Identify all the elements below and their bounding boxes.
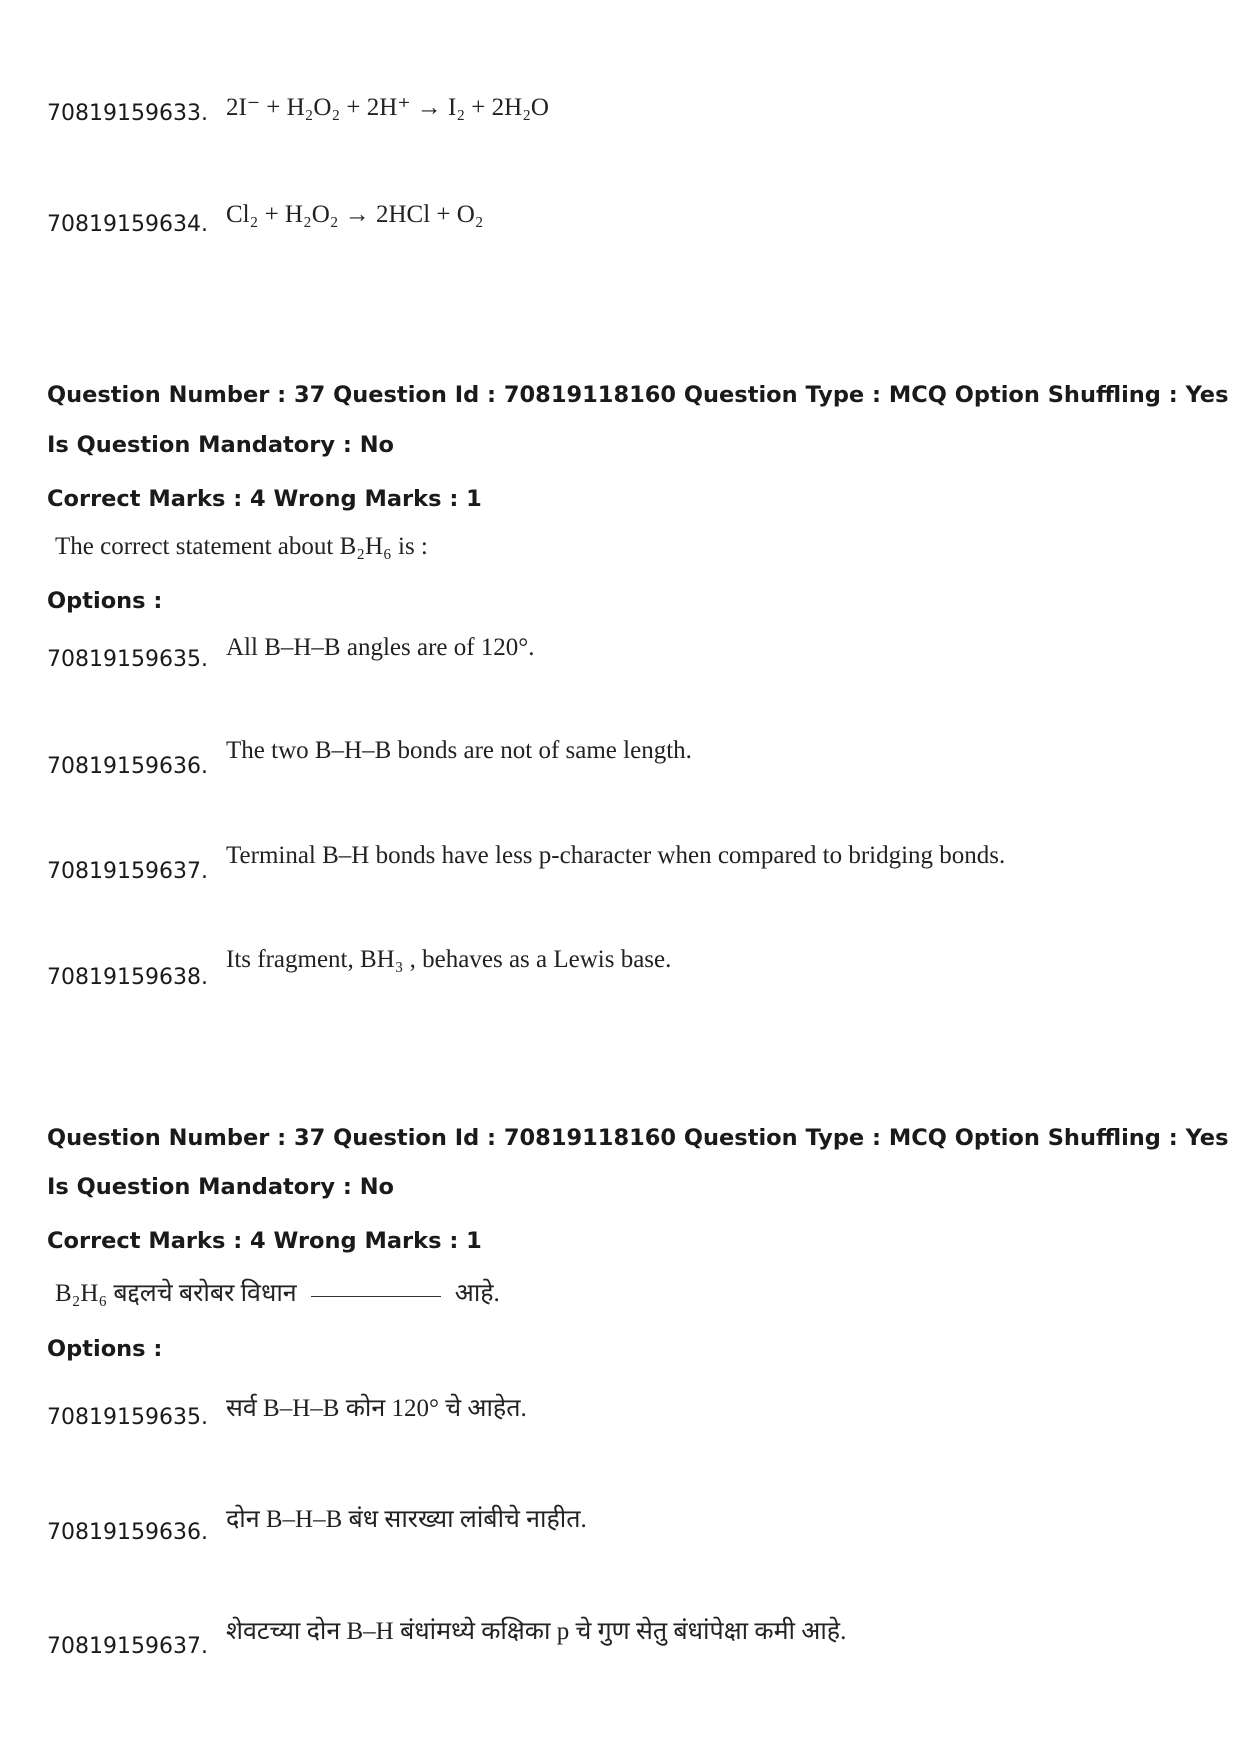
- option-text: दोन B–H–B बंध सारख्या लांबीचे नाहीत.: [226, 1506, 587, 1533]
- question-stem: The correct statement about B₂H₆ is :: [55, 533, 428, 560]
- question-marks-line: Correct Marks : 4 Wrong Marks : 1: [47, 1228, 482, 1254]
- options-label: Options :: [47, 588, 163, 614]
- option-row: [0, 1503, 1240, 1553]
- option-text: सर्व B–H–B कोन 120° चे आहेत.: [226, 1395, 527, 1422]
- option-row: [0, 630, 1240, 680]
- option-id: 70819159638.: [47, 965, 208, 990]
- option-id: 70819159636.: [47, 754, 208, 779]
- fill-in-blank: [311, 1296, 441, 1297]
- option-id: 70819159637.: [47, 859, 208, 884]
- option-text: The two B–H–B bonds are not of same length.: [226, 737, 692, 764]
- option-row: [0, 1617, 1240, 1667]
- option-text: Cl₂ + H₂O₂ → 2HCl + O₂: [226, 201, 484, 228]
- option-row: [0, 842, 1240, 892]
- options-label: Options :: [47, 1336, 163, 1362]
- option-text: Its fragment, BH₃ , behaves as a Lewis base.: [226, 946, 672, 973]
- option-id: 70819159634.: [47, 212, 208, 237]
- option-row: [0, 195, 1240, 245]
- option-id: 70819159635.: [47, 1405, 208, 1430]
- option-id: 70819159636.: [47, 1520, 208, 1545]
- question-mandatory-line: Is Question Mandatory : No: [47, 1174, 394, 1200]
- option-row: [0, 1388, 1240, 1438]
- question-mandatory-line: Is Question Mandatory : No: [47, 432, 394, 458]
- option-text: 2I⁻ + H₂O₂ + 2H⁺ → I₂ + 2H₂O: [226, 94, 549, 121]
- option-text: Terminal B–H bonds have less p-character when compared to bridging bonds.: [226, 842, 1006, 869]
- option-id: 70819159637.: [47, 1634, 208, 1659]
- question-stem: [55, 1275, 500, 1309]
- question-meta-line: Question Number : 37 Question Id : 70819118160 Question Type : MCQ Option Shuffling : Yes: [47, 382, 1229, 408]
- option-row: [0, 948, 1240, 998]
- option-row: [0, 737, 1240, 787]
- question-stem-text: B₂H₆ बद्दलचे बरोबर विधान: [55, 1280, 297, 1307]
- option-text: All B–H–B angles are of 120°.: [226, 634, 535, 661]
- option-text: शेवटच्या दोन B–H बंधांमध्ये कक्षिका p चे गुण सेतु बंधांपेक्षा कमी आहे.: [226, 1618, 847, 1645]
- option-id: 70819159633.: [47, 101, 208, 126]
- question-stem-text: आहे.: [454, 1280, 500, 1307]
- option-row: [0, 84, 1240, 134]
- option-id: 70819159635.: [47, 647, 208, 672]
- question-meta-line: Question Number : 37 Question Id : 70819118160 Question Type : MCQ Option Shuffling : Yes: [47, 1125, 1229, 1151]
- question-marks-line: Correct Marks : 4 Wrong Marks : 1: [47, 486, 482, 512]
